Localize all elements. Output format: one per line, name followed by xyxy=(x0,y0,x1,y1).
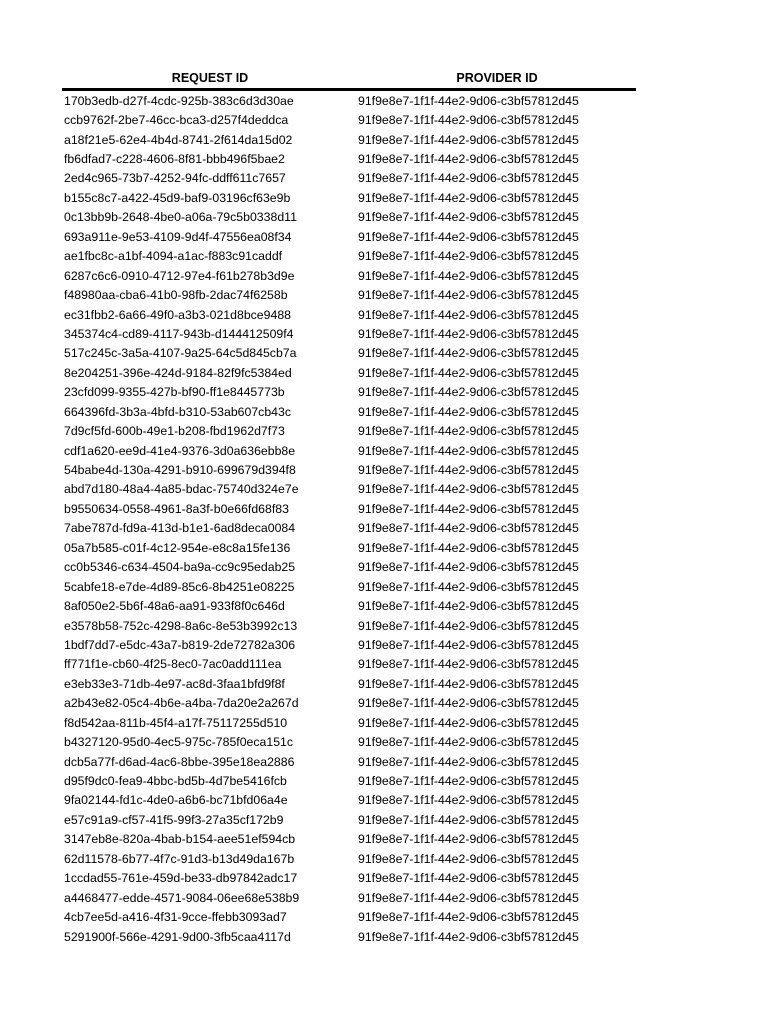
request-id-cell: 3147eb8e-820a-4bab-b154-aee51ef594cb xyxy=(64,832,296,847)
request-id-cell: ccb9762f-2be7-46cc-bca3-d257f4deddca xyxy=(64,113,289,128)
provider-id-cell: 91f9e8e7-1f1f-44e2-9d06-c3bf57812d45 xyxy=(358,404,579,419)
table-row xyxy=(62,441,636,460)
request-id-cell: a4468477-edde-4571-9084-06ee68e538b9 xyxy=(64,890,300,905)
request-id-cell: a18f21e5-62e4-4b4d-8741-2f614da15d02 xyxy=(64,132,293,147)
request-id-cell: e57c91a9-cf57-41f5-99f3-27a35cf172b9 xyxy=(64,812,284,827)
request-id-cell: dcb5a77f-d6ad-4ac6-8bbe-395e18ea2886 xyxy=(64,754,295,769)
request-id-cell: 5291900f-566e-4291-9d00-3fb5caa4117d xyxy=(64,929,291,944)
table-row xyxy=(62,363,636,382)
table-row xyxy=(62,227,636,246)
provider-id-cell: 91f9e8e7-1f1f-44e2-9d06-c3bf57812d45 xyxy=(358,132,579,147)
provider-id-cell: 91f9e8e7-1f1f-44e2-9d06-c3bf57812d45 xyxy=(358,890,579,905)
table-row xyxy=(62,480,636,499)
request-id-cell: 517c245c-3a5a-4107-9a25-64c5d845cb7a xyxy=(64,346,297,361)
table-row xyxy=(62,305,636,324)
table-row xyxy=(62,596,636,615)
table-row xyxy=(62,655,636,674)
request-id-cell: 170b3edb-d27f-4cdc-925b-383c6d3d30ae xyxy=(64,93,294,108)
table-row xyxy=(62,674,636,693)
provider-id-cell: 91f9e8e7-1f1f-44e2-9d06-c3bf57812d45 xyxy=(358,910,579,925)
table-row xyxy=(62,694,636,713)
provider-id-cell: 91f9e8e7-1f1f-44e2-9d06-c3bf57812d45 xyxy=(358,424,579,439)
request-id-cell: ec31fbb2-6a66-49f0-a3b3-021d8bce9488 xyxy=(64,307,292,322)
table-row xyxy=(62,460,636,479)
request-id-cell: 62d11578-6b77-4f7c-91d3-b13d49da167b xyxy=(64,851,295,866)
provider-id-cell: 91f9e8e7-1f1f-44e2-9d06-c3bf57812d45 xyxy=(358,93,579,108)
request-id-cell: f8d542aa-811b-45f4-a17f-75117255d510 xyxy=(64,715,288,730)
provider-id-cell: 91f9e8e7-1f1f-44e2-9d06-c3bf57812d45 xyxy=(358,560,579,575)
request-id-cell: 693a911e-9e53-4109-9d4f-47556ea08f34 xyxy=(64,229,292,244)
provider-id-cell: 91f9e8e7-1f1f-44e2-9d06-c3bf57812d45 xyxy=(358,715,579,730)
provider-id-cell: 91f9e8e7-1f1f-44e2-9d06-c3bf57812d45 xyxy=(358,229,579,244)
provider-id-cell: 91f9e8e7-1f1f-44e2-9d06-c3bf57812d45 xyxy=(358,365,579,380)
provider-id-cell: 91f9e8e7-1f1f-44e2-9d06-c3bf57812d45 xyxy=(358,346,579,361)
provider-id-cell: 91f9e8e7-1f1f-44e2-9d06-c3bf57812d45 xyxy=(358,385,579,400)
table-row xyxy=(62,713,636,732)
request-id-cell: 54babe4d-130a-4291-b910-699679d394f8 xyxy=(64,463,296,478)
table-row xyxy=(62,558,636,577)
provider-id-cell: 91f9e8e7-1f1f-44e2-9d06-c3bf57812d45 xyxy=(358,871,579,886)
provider-id-cell: 91f9e8e7-1f1f-44e2-9d06-c3bf57812d45 xyxy=(358,501,579,516)
provider-id-cell: 91f9e8e7-1f1f-44e2-9d06-c3bf57812d45 xyxy=(358,326,579,341)
request-id-cell: 7abe787d-fd9a-413d-b1e1-6ad8deca0084 xyxy=(64,521,296,536)
table-body xyxy=(62,91,636,946)
table-row xyxy=(62,791,636,810)
request-id-cell: f48980aa-cba6-41b0-98fb-2dac74f6258b xyxy=(64,288,288,303)
provider-id-cell: 91f9e8e7-1f1f-44e2-9d06-c3bf57812d45 xyxy=(358,735,579,750)
table-row xyxy=(62,771,636,790)
request-id-cell: 345374c4-cd89-4117-943b-d144412509f4 xyxy=(64,326,294,341)
table-row xyxy=(62,130,636,149)
request-id-cell: 5cabfe18-e7de-4d89-85c6-8b4251e08225 xyxy=(64,579,295,594)
table-row xyxy=(62,324,636,343)
provider-id-cell: 91f9e8e7-1f1f-44e2-9d06-c3bf57812d45 xyxy=(358,812,579,827)
provider-id-cell: 91f9e8e7-1f1f-44e2-9d06-c3bf57812d45 xyxy=(358,190,579,205)
provider-id-cell: 91f9e8e7-1f1f-44e2-9d06-c3bf57812d45 xyxy=(358,676,579,691)
request-id-cell: 1ccdad55-761e-459d-be33-db97842adc17 xyxy=(64,871,298,886)
table-row xyxy=(62,577,636,596)
provider-id-cell: 91f9e8e7-1f1f-44e2-9d06-c3bf57812d45 xyxy=(358,521,579,536)
table-row xyxy=(62,849,636,868)
request-id-cell: 7d9cf5fd-600b-49e1-b208-fbd1962d7f73 xyxy=(64,424,285,439)
request-id-cell: 664396fd-3b3a-4bfd-b310-53ab607cb43c xyxy=(64,404,292,419)
provider-id-cell: 91f9e8e7-1f1f-44e2-9d06-c3bf57812d45 xyxy=(358,929,579,944)
table-row xyxy=(62,810,636,829)
table-row xyxy=(62,91,636,110)
request-id-cell: a2b43e82-05c4-4b6e-a4ba-7da20e2a267d xyxy=(64,696,299,711)
table-row xyxy=(62,616,636,635)
table-row xyxy=(62,421,636,440)
provider-id-cell: 91f9e8e7-1f1f-44e2-9d06-c3bf57812d45 xyxy=(358,540,579,555)
request-id-cell: b155c8c7-a422-45d9-baf9-03196cf63e9b xyxy=(64,190,291,205)
table-row xyxy=(62,266,636,285)
table-row xyxy=(62,110,636,129)
table-row xyxy=(62,752,636,771)
provider-id-cell: 91f9e8e7-1f1f-44e2-9d06-c3bf57812d45 xyxy=(358,754,579,769)
table-row xyxy=(62,830,636,849)
table-row xyxy=(62,888,636,907)
provider-id-cell: 91f9e8e7-1f1f-44e2-9d06-c3bf57812d45 xyxy=(358,443,579,458)
request-id-cell: 8af050e2-5b6f-48a6-aa91-933f8f0c646d xyxy=(64,599,285,614)
table-row xyxy=(62,635,636,654)
provider-id-cell: 91f9e8e7-1f1f-44e2-9d06-c3bf57812d45 xyxy=(358,657,579,672)
provider-id-cell: 91f9e8e7-1f1f-44e2-9d06-c3bf57812d45 xyxy=(358,463,579,478)
table-row xyxy=(62,907,636,926)
table-header xyxy=(62,67,636,91)
request-id-cell: 0c13bb9b-2648-4be0-a06a-79c5b0338d11 xyxy=(64,210,297,225)
request-id-cell: e3eb33e3-71db-4e97-ac8d-3faa1bfd9f8f xyxy=(64,676,285,691)
provider-id-cell: 91f9e8e7-1f1f-44e2-9d06-c3bf57812d45 xyxy=(358,793,579,808)
request-id-cell: b9550634-0558-4961-8a3f-b0e66fd68f83 xyxy=(64,501,289,516)
request-id-cell: e3578b58-752c-4298-8a6c-8e53b3992c13 xyxy=(64,618,298,633)
request-id-cell: 23cfd099-9355-427b-bf90-ff1e8445773b xyxy=(64,385,285,400)
provider-id-header: PROVIDER ID xyxy=(456,70,538,85)
table-row xyxy=(62,188,636,207)
request-id-cell: cdf1a620-ee9d-41e4-9376-3d0a636ebb8e xyxy=(64,443,296,458)
request-id-cell: ff771f1e-cb60-4f25-8ec0-7ac0add111ea xyxy=(64,657,282,672)
table-row xyxy=(62,499,636,518)
table-row xyxy=(62,519,636,538)
provider-id-cell: 91f9e8e7-1f1f-44e2-9d06-c3bf57812d45 xyxy=(358,113,579,128)
provider-id-cell: 91f9e8e7-1f1f-44e2-9d06-c3bf57812d45 xyxy=(358,618,579,633)
request-id-cell: 4cb7ee5d-a416-4f31-9cce-ffebb3093ad7 xyxy=(64,910,287,925)
request-id-cell: fb6dfad7-c228-4606-8f81-bbb496f5bae2 xyxy=(64,152,285,167)
table-row xyxy=(62,732,636,751)
provider-id-cell: 91f9e8e7-1f1f-44e2-9d06-c3bf57812d45 xyxy=(358,249,579,264)
table-row xyxy=(62,285,636,304)
provider-id-cell: 91f9e8e7-1f1f-44e2-9d06-c3bf57812d45 xyxy=(358,268,579,283)
table-row xyxy=(62,169,636,188)
request-id-cell: 9fa02144-fd1c-4de0-a6b6-bc71bfd06a4e xyxy=(64,793,288,808)
table-row xyxy=(62,247,636,266)
provider-id-cell: 91f9e8e7-1f1f-44e2-9d06-c3bf57812d45 xyxy=(358,774,579,789)
table-row xyxy=(62,383,636,402)
provider-id-cell: 91f9e8e7-1f1f-44e2-9d06-c3bf57812d45 xyxy=(358,288,579,303)
request-id-cell: 05a7b585-c01f-4c12-954e-e8c8a15fe136 xyxy=(64,540,291,555)
request-id-cell: b4327120-95d0-4ec5-975c-785f0eca151c xyxy=(64,735,294,750)
provider-id-cell: 91f9e8e7-1f1f-44e2-9d06-c3bf57812d45 xyxy=(358,579,579,594)
provider-id-cell: 91f9e8e7-1f1f-44e2-9d06-c3bf57812d45 xyxy=(358,599,579,614)
table-row xyxy=(62,208,636,227)
request-id-cell: 6287c6c6-0910-4712-97e4-f61b278b3d9e xyxy=(64,268,295,283)
table-row xyxy=(62,927,636,946)
provider-id-cell: 91f9e8e7-1f1f-44e2-9d06-c3bf57812d45 xyxy=(358,152,579,167)
request-id-cell: 1bdf7dd7-e5dc-43a7-b819-2de72782a306 xyxy=(64,637,296,652)
provider-id-cell: 91f9e8e7-1f1f-44e2-9d06-c3bf57812d45 xyxy=(358,307,579,322)
provider-id-cell: 91f9e8e7-1f1f-44e2-9d06-c3bf57812d45 xyxy=(358,210,579,225)
provider-id-cell: 91f9e8e7-1f1f-44e2-9d06-c3bf57812d45 xyxy=(358,637,579,652)
table-row xyxy=(62,869,636,888)
provider-id-cell: 91f9e8e7-1f1f-44e2-9d06-c3bf57812d45 xyxy=(358,851,579,866)
request-id-header: REQUEST ID xyxy=(171,70,249,85)
provider-id-cell: 91f9e8e7-1f1f-44e2-9d06-c3bf57812d45 xyxy=(358,832,579,847)
request-id-cell: d95f9dc0-fea9-4bbc-bd5b-4d7be5416fcb xyxy=(64,774,287,789)
request-id-cell: abd7d180-48a4-4a85-bdac-75740d324e7e xyxy=(64,482,299,497)
request-id-cell: ae1fbc8c-a1bf-4094-a1ac-f883c91caddf xyxy=(64,249,283,264)
table-row xyxy=(62,538,636,557)
table-row xyxy=(62,402,636,421)
provider-id-cell: 91f9e8e7-1f1f-44e2-9d06-c3bf57812d45 xyxy=(358,171,579,186)
table-row xyxy=(62,149,636,168)
request-id-cell: cc0b5346-c634-4504-ba9a-cc9c95edab25 xyxy=(64,560,296,575)
provider-id-cell: 91f9e8e7-1f1f-44e2-9d06-c3bf57812d45 xyxy=(358,482,579,497)
id-table xyxy=(62,67,636,946)
table-row xyxy=(62,344,636,363)
provider-id-cell: 91f9e8e7-1f1f-44e2-9d06-c3bf57812d45 xyxy=(358,696,579,711)
request-id-cell: 2ed4c965-73b7-4252-94fc-ddff611c7657 xyxy=(64,171,286,186)
request-id-cell: 8e204251-396e-424d-9184-82f9fc5384ed xyxy=(64,365,292,380)
